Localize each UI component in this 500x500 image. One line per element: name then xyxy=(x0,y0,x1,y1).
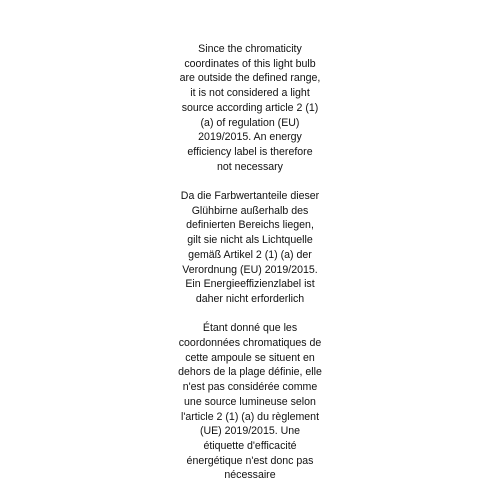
notice-paragraph-french xyxy=(170,321,330,483)
notice-line: nécessaire xyxy=(224,469,276,482)
notice-line: Since the chromaticity xyxy=(198,43,302,55)
notice-line: are outside the defined range, xyxy=(179,72,321,85)
notice-line: source according article 2 (1) xyxy=(181,101,319,114)
notice-line: (UE) 2019/2015. Une xyxy=(199,425,301,438)
notice-line: coordonnées chromatiques de xyxy=(178,337,322,350)
notice-line: cette ampoule se situent en xyxy=(185,351,315,364)
notice-line: (a) of regulation (EU) xyxy=(200,116,300,129)
notice-line: not necessary xyxy=(217,160,283,173)
notice-line: daher nicht erforderlich xyxy=(195,292,305,305)
notice-line: coordinates of this light bulb xyxy=(184,57,316,70)
notice-line: Glühbirne außerhalb des xyxy=(191,204,309,217)
notice-line: Ein Energieeffizienzlabel ist xyxy=(185,278,315,291)
notice-line: Da die Farbwertanteile dieser xyxy=(180,190,320,203)
notice-line: Verordnung (EU) 2019/2015. xyxy=(182,263,318,276)
notice-line: 2019/2015. An energy xyxy=(198,131,302,144)
notice-line: dehors de la plage définie, elle xyxy=(178,366,322,379)
notice-line: gilt sie nicht als Lichtquelle xyxy=(187,234,313,247)
notice-line: n'est pas considérée comme xyxy=(182,381,318,394)
paragraph-spacer xyxy=(170,174,330,189)
notice-line: Étant donné que les xyxy=(202,322,298,335)
notice-line: it is not considered a light xyxy=(190,87,310,100)
notice-line: une source lumineuse selon xyxy=(184,395,316,408)
notice-line: efficiency label is therefore xyxy=(187,145,313,158)
notice-line: l'article 2 (1) (a) du règlement xyxy=(180,410,320,423)
notice-paragraph-german xyxy=(170,189,330,307)
notice-line: gemäß Artikel 2 (1) (a) der xyxy=(188,248,312,261)
energy-label-notice xyxy=(170,42,330,483)
notice-line: definierten Bereichs liegen, xyxy=(186,219,314,232)
notice-line: énergétique n'est donc pas xyxy=(186,454,314,467)
notice-line: étiquette d'efficacité xyxy=(203,439,297,452)
paragraph-spacer xyxy=(170,307,330,322)
notice-paragraph-english xyxy=(170,42,330,174)
